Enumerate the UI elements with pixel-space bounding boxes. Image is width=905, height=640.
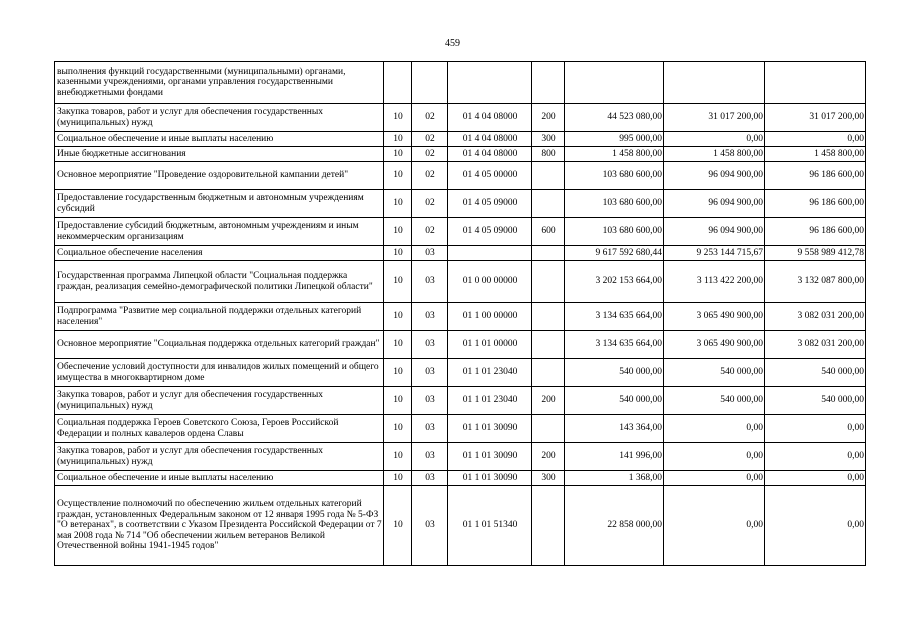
- expense-type-code: [532, 331, 565, 359]
- section-code: 10: [384, 162, 412, 190]
- amount-year-2: 3 065 490 900,00: [664, 331, 765, 359]
- target-article-code: 01 1 01 00000: [448, 331, 532, 359]
- amount-year-3: 3 082 031 200,00: [765, 331, 866, 359]
- section-code: 10: [384, 359, 412, 387]
- target-article-code: 01 4 05 09000: [448, 218, 532, 246]
- subsection-code: 03: [412, 486, 448, 566]
- table-row: [55, 162, 866, 190]
- target-article-code: 01 1 00 00000: [448, 303, 532, 331]
- amount-year-1: [565, 62, 664, 104]
- subsection-code: 03: [412, 387, 448, 415]
- subsection-code: 02: [412, 218, 448, 246]
- row-name: Закупка товаров, работ и услуг для обеспечения государственных (муниципальных) нужд: [55, 104, 384, 132]
- amount-year-3: 0,00: [765, 443, 866, 471]
- table-row: [55, 147, 866, 162]
- expense-type-code: [532, 415, 565, 443]
- amount-year-2: 96 094 900,00: [664, 218, 765, 246]
- amount-year-2: 540 000,00: [664, 359, 765, 387]
- amount-year-1: 44 523 080,00: [565, 104, 664, 132]
- amount-year-3: 0,00: [765, 415, 866, 443]
- amount-year-2: [664, 62, 765, 104]
- amount-year-3: 96 186 600,00: [765, 190, 866, 218]
- section-code: 10: [384, 387, 412, 415]
- budget-table: [54, 61, 866, 566]
- expense-type-code: [532, 62, 565, 104]
- target-article-code: 01 4 05 00000: [448, 162, 532, 190]
- subsection-code: 02: [412, 132, 448, 147]
- expense-type-code: [532, 190, 565, 218]
- target-article-code: 01 1 01 30090: [448, 443, 532, 471]
- amount-year-2: 3 113 422 200,00: [664, 261, 765, 303]
- row-name: Иные бюджетные ассигнования: [55, 147, 384, 162]
- section-code: 10: [384, 486, 412, 566]
- row-name: Обеспечение условий доступности для инвалидов жилых помещений и общего имущества в многоквартирном доме: [55, 359, 384, 387]
- amount-year-3: [765, 62, 866, 104]
- section-code: 10: [384, 261, 412, 303]
- row-name: Социальное обеспечение населения: [55, 246, 384, 261]
- target-article-code: [448, 246, 532, 261]
- row-name: Предоставление субсидий бюджетным, автономным учреждениям и иным некоммерческим организациям: [55, 218, 384, 246]
- table-row: [55, 303, 866, 331]
- amount-year-1: 3 134 635 664,00: [565, 331, 664, 359]
- target-article-code: 01 4 04 08000: [448, 104, 532, 132]
- subsection-code: 02: [412, 190, 448, 218]
- amount-year-3: 1 458 800,00: [765, 147, 866, 162]
- target-article-code: 01 0 00 00000: [448, 261, 532, 303]
- expense-type-code: [532, 486, 565, 566]
- row-name: Государственная программа Липецкой области "Социальная поддержка граждан, реализация семейно-демографической политики Липецкой области": [55, 261, 384, 303]
- subsection-code: 02: [412, 147, 448, 162]
- amount-year-1: 103 680 600,00: [565, 218, 664, 246]
- amount-year-1: 103 680 600,00: [565, 190, 664, 218]
- table-row: [55, 415, 866, 443]
- row-name: Основное мероприятие "Проведение оздоровительной кампании детей": [55, 162, 384, 190]
- table-row: [55, 359, 866, 387]
- subsection-code: 03: [412, 415, 448, 443]
- amount-year-2: 96 094 900,00: [664, 190, 765, 218]
- amount-year-3: 31 017 200,00: [765, 104, 866, 132]
- target-article-code: 01 1 01 30090: [448, 415, 532, 443]
- row-name: Социальная поддержка Героев Советского Союза, Героев Российской Федерации и полных кавалеров ордена Славы: [55, 415, 384, 443]
- amount-year-1: 540 000,00: [565, 387, 664, 415]
- row-name: Закупка товаров, работ и услуг для обеспечения государственных (муниципальных) нужд: [55, 443, 384, 471]
- subsection-code: 02: [412, 104, 448, 132]
- subsection-code: 03: [412, 246, 448, 261]
- table-row: [55, 132, 866, 147]
- amount-year-1: 141 996,00: [565, 443, 664, 471]
- section-code: 10: [384, 331, 412, 359]
- row-name: выполнения функций государственными (муниципальными) органами, казенными учреждениями, органами управления государственными внебюджетными фондами: [55, 62, 384, 104]
- subsection-code: 03: [412, 471, 448, 486]
- amount-year-3: 9 558 989 412,78: [765, 246, 866, 261]
- expense-type-code: 300: [532, 132, 565, 147]
- subsection-code: 02: [412, 162, 448, 190]
- target-article-code: [448, 62, 532, 104]
- target-article-code: 01 1 01 51340: [448, 486, 532, 566]
- expense-type-code: 200: [532, 387, 565, 415]
- amount-year-1: 143 364,00: [565, 415, 664, 443]
- section-code: 10: [384, 443, 412, 471]
- target-article-code: 01 4 05 09000: [448, 190, 532, 218]
- row-name: Основное мероприятие "Социальная поддержка отдельных категорий граждан": [55, 331, 384, 359]
- amount-year-1: 22 858 000,00: [565, 486, 664, 566]
- amount-year-3: 0,00: [765, 471, 866, 486]
- section-code: [384, 62, 412, 104]
- amount-year-1: 540 000,00: [565, 359, 664, 387]
- expense-type-code: 300: [532, 471, 565, 486]
- amount-year-1: 103 680 600,00: [565, 162, 664, 190]
- target-article-code: 01 4 04 08000: [448, 132, 532, 147]
- amount-year-1: 9 617 592 680,44: [565, 246, 664, 261]
- amount-year-3: 3 082 031 200,00: [765, 303, 866, 331]
- amount-year-2: 1 458 800,00: [664, 147, 765, 162]
- table-row: [55, 387, 866, 415]
- amount-year-3: 540 000,00: [765, 387, 866, 415]
- section-code: 10: [384, 303, 412, 331]
- row-name: Предоставление государственным бюджетным и автономным учреждениям субсидий: [55, 190, 384, 218]
- subsection-code: 03: [412, 303, 448, 331]
- amount-year-1: 3 202 153 664,00: [565, 261, 664, 303]
- row-name: Социальное обеспечение и иные выплаты населению: [55, 471, 384, 486]
- amount-year-2: 3 065 490 900,00: [664, 303, 765, 331]
- row-name: Закупка товаров, работ и услуг для обеспечения государственных (муниципальных) нужд: [55, 387, 384, 415]
- amount-year-2: 0,00: [664, 415, 765, 443]
- amount-year-2: 0,00: [664, 486, 765, 566]
- target-article-code: 01 1 01 30090: [448, 471, 532, 486]
- target-article-code: 01 1 01 23040: [448, 387, 532, 415]
- subsection-code: 03: [412, 359, 448, 387]
- amount-year-2: 0,00: [664, 132, 765, 147]
- subsection-code: 03: [412, 331, 448, 359]
- row-name: Подпрограмма "Развитие мер социальной поддержки отдельных категорий населения": [55, 303, 384, 331]
- amount-year-2: 0,00: [664, 443, 765, 471]
- row-name: Социальное обеспечение и иные выплаты населению: [55, 132, 384, 147]
- section-code: 10: [384, 104, 412, 132]
- amount-year-3: 3 132 087 800,00: [765, 261, 866, 303]
- amount-year-2: 540 000,00: [664, 387, 765, 415]
- amount-year-3: 96 186 600,00: [765, 218, 866, 246]
- expense-type-code: 600: [532, 218, 565, 246]
- section-code: 10: [384, 190, 412, 218]
- table-row: [55, 246, 866, 261]
- expense-type-code: [532, 261, 565, 303]
- expense-type-code: [532, 303, 565, 331]
- table-row: [55, 104, 866, 132]
- subsection-code: [412, 62, 448, 104]
- amount-year-3: 96 186 600,00: [765, 162, 866, 190]
- amount-year-1: 1 368,00: [565, 471, 664, 486]
- expense-type-code: [532, 162, 565, 190]
- section-code: 10: [384, 415, 412, 443]
- amount-year-3: 0,00: [765, 132, 866, 147]
- section-code: 10: [384, 132, 412, 147]
- target-article-code: 01 1 01 23040: [448, 359, 532, 387]
- amount-year-2: 96 094 900,00: [664, 162, 765, 190]
- amount-year-3: 540 000,00: [765, 359, 866, 387]
- subsection-code: 03: [412, 443, 448, 471]
- section-code: 10: [384, 218, 412, 246]
- expense-type-code: [532, 359, 565, 387]
- table-row: [55, 218, 866, 246]
- table-row: [55, 261, 866, 303]
- amount-year-2: 0,00: [664, 471, 765, 486]
- subsection-code: 03: [412, 261, 448, 303]
- section-code: 10: [384, 246, 412, 261]
- table-row: [55, 486, 866, 566]
- amount-year-2: 31 017 200,00: [664, 104, 765, 132]
- amount-year-2: 9 253 144 715,67: [664, 246, 765, 261]
- amount-year-1: 995 000,00: [565, 132, 664, 147]
- page-number: 459: [445, 38, 460, 49]
- amount-year-1: 1 458 800,00: [565, 147, 664, 162]
- table-row: [55, 471, 866, 486]
- amount-year-3: 0,00: [765, 486, 866, 566]
- section-code: 10: [384, 471, 412, 486]
- expense-type-code: [532, 246, 565, 261]
- table-row: [55, 331, 866, 359]
- expense-type-code: 200: [532, 104, 565, 132]
- expense-type-code: 800: [532, 147, 565, 162]
- expense-type-code: 200: [532, 443, 565, 471]
- row-name: Осуществление полномочий по обеспечению жильем отдельных категорий граждан, установленных Федеральным законом от 12 января 1995 года № 5-ФЗ "О ветеранах", в соответствии с Указом Президента Российской Федерации от 7 мая 2008 года № 714 "Об обеспечении жильем ветеранов Великой Отечественной войны 1941-1945 годов": [55, 486, 384, 566]
- target-article-code: 01 4 04 08000: [448, 147, 532, 162]
- section-code: 10: [384, 147, 412, 162]
- table-row: [55, 443, 866, 471]
- table-row: [55, 190, 866, 218]
- table-row: [55, 62, 866, 104]
- amount-year-1: 3 134 635 664,00: [565, 303, 664, 331]
